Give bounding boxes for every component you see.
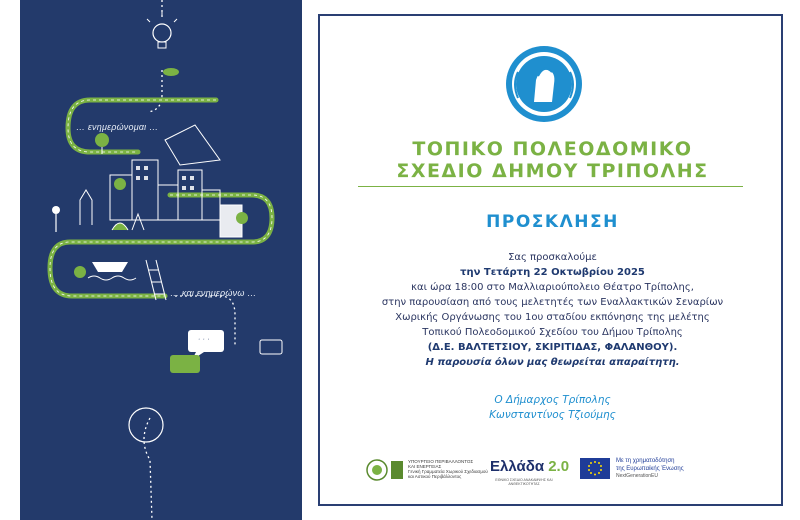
speech-bubble-icon xyxy=(129,330,282,442)
caption-top: … ενημερώνομαι … xyxy=(76,122,159,132)
greece-2-0-subtitle: ΕΘΝΙΚΟ ΣΧΕΔΙΟ ΑΝΑΚΑΜΨΗΣ ΚΑΙ ΑΝΘΕΚΤΙΚΟΤΗΤΑΣ xyxy=(495,478,553,486)
body-line-8: Η παρουσία όλων μας θεωρείται απαραίτητη. xyxy=(425,357,680,368)
title-line-1: ΤΟΠΙΚΟ ΠΟΛΕΟΔΟΜΙΚΟ xyxy=(412,138,693,160)
caption-bottom: … και ενημερώνω … xyxy=(170,288,257,298)
body-line-1: Σας προσκαλούμε xyxy=(508,252,597,263)
body-line-5: Χωρικής Οργάνωσης του 1ου σταδίου εκπόνησης της μελέτης xyxy=(395,312,710,323)
invitation-heading: ΠΡΟΣΚΛΗΣΗ xyxy=(486,212,619,232)
bubble-text: · · · xyxy=(198,336,210,343)
body-line-7-districts: (Δ.Ε. ΒΑΛΤΕΤΣΙΟΥ, ΣΚΙΡΙΤΙΔΑΣ, ΦΑΛΑΝΘΟΥ). xyxy=(427,342,678,353)
lightbulb-icon xyxy=(147,12,177,48)
body-line-3: και ώρα 18:00 στο Μαλλιαριούπολειο Θέατρο Τρίπολης, xyxy=(411,282,694,293)
invitation-card xyxy=(318,14,783,506)
body-line-4: στην παρουσίαση από τους μελετητές των Εναλλακτικών Σεναρίων xyxy=(381,297,724,308)
eu-funding-text: Με τη χρηματοδότηση της Ευρωπαϊκής Ένωσης NextGenerationEU xyxy=(616,458,684,479)
signature-role: Ο Δήμαρχος Τρίπολης xyxy=(494,394,611,406)
illustration-background xyxy=(20,0,302,520)
title-divider xyxy=(358,186,743,187)
boat-icon xyxy=(88,262,136,280)
body-line-6: Τοπικού Πολεοδομικού Σχεδίου του Δήμου Τρίπολης xyxy=(422,327,683,338)
city-illustration xyxy=(20,0,302,520)
signature-name: Κωνσταντίνος Τζιούμης xyxy=(489,409,616,421)
illustration-panel xyxy=(0,0,302,520)
title-line-2: ΣΧΕΔΙΟ ΔΗΜΟΥ ΤΡΙΠΟΛΗΣ xyxy=(396,160,709,182)
funding-footer xyxy=(366,456,746,488)
logo-emblem-icon xyxy=(502,42,586,126)
ministry-text: ΥΠΟΥΡΓΕΙΟ ΠΕΡΙΒΑΛΛΟΝΤΟΣ ΚΑΙ ΕΝΕΡΓΕΙΑΣ Γενική Γραμματεία Χωρικού Σχεδιασμού και Αστικού Περιβάλλοντος xyxy=(408,459,488,479)
eu-flag-icon xyxy=(580,458,610,479)
greece-2-0-logo: Ελλάδα 2.0 xyxy=(490,458,570,475)
body-line-2-date: την Τετάρτη 22 Οκτωβρίου 2025 xyxy=(460,267,645,278)
municipality-logo xyxy=(502,42,586,126)
